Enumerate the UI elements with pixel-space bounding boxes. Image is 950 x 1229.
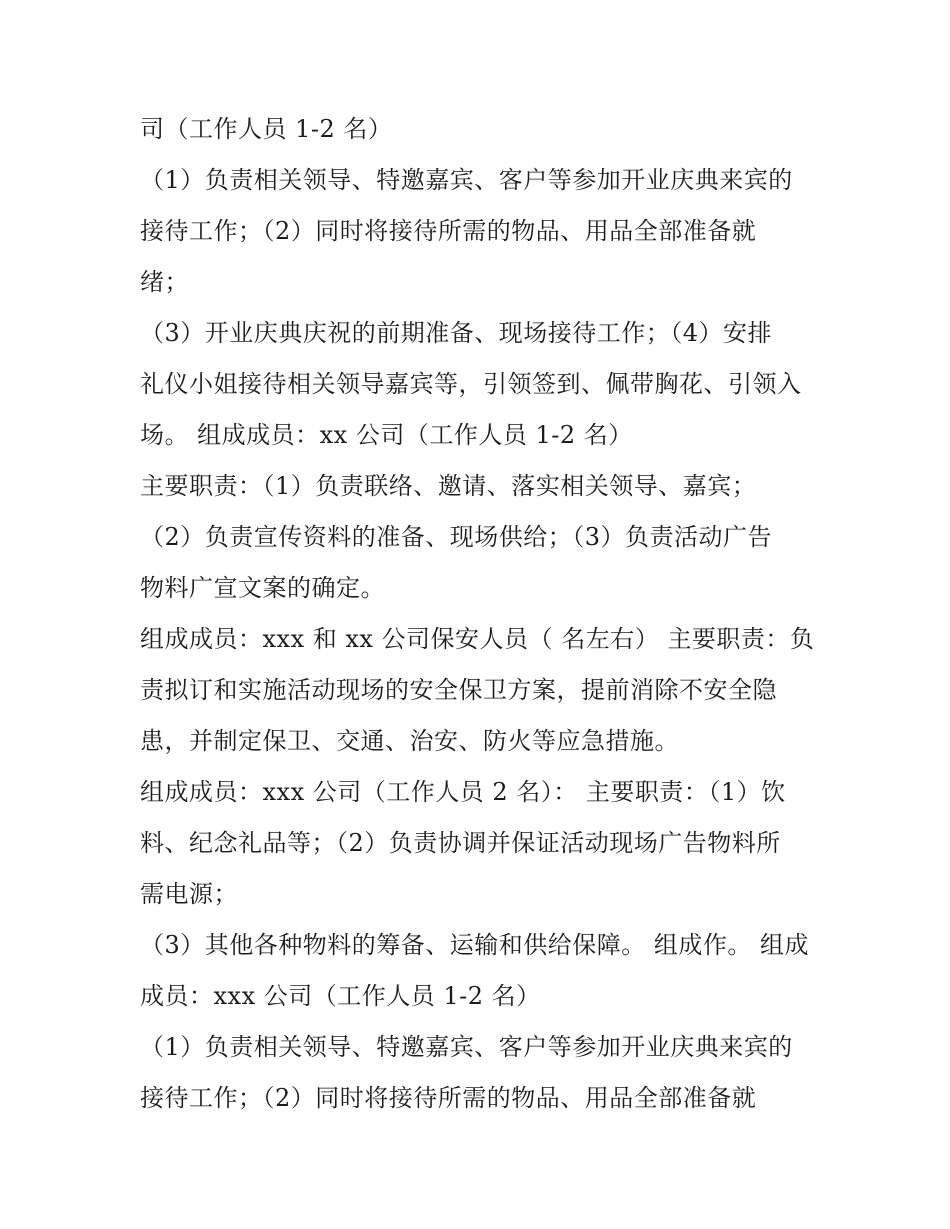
text-line: 主要职责：（1）负责联络、邀请、落实相关领导、嘉宾；: [140, 472, 757, 500]
text-line: 需电源；: [140, 880, 238, 908]
text-line: 接待工作；（2）同时将接待所需的物品、用品全部准备就: [140, 1084, 757, 1112]
text-line: 患，并制定保卫、交通、治安、防火等应急措施。: [140, 727, 679, 755]
text-line: 司（工作人员 1-2 名）: [140, 115, 393, 143]
text-line: 责拟订和实施活动现场的安全保卫方案，提前消除不安全隐: [140, 676, 777, 704]
text-line: 接待工作；（2）同时将接待所需的物品、用品全部准备就: [140, 217, 757, 245]
text-line: 料、纪念礼品等；（2）负责协调并保证活动现场广告物料所: [140, 829, 781, 857]
text-line: （3）开业庆典庆祝的前期准备、现场接待工作；（4）安排: [140, 319, 773, 347]
text-line: 组成成员：xxx 和 xx 公司保安人员（ 名左右） 主要职责：负: [140, 625, 815, 653]
text-line: 绪；: [140, 268, 189, 296]
text-line: 组成成员：xxx 公司（工作人员 2 名）： 主要职责：（1）饮: [140, 778, 786, 806]
text-line: 物料广宣文案的确定。: [140, 574, 385, 602]
text-line: （1）负责相关领导、特邀嘉宾、客户等参加开业庆典来宾的: [140, 166, 793, 194]
text-line: （1）负责相关领导、特邀嘉宾、客户等参加开业庆典来宾的: [140, 1033, 793, 1061]
text-line: （2）负责宣传资料的准备、现场供给；（3）负责活动广告: [140, 523, 773, 551]
text-line: 成员：xxx 公司（工作人员 1-2 名）: [140, 982, 541, 1010]
document-body: [140, 104, 830, 1124]
text-line: （3）其他各种物料的筹备、运输和供给保障。 组成作。 组成: [140, 931, 810, 959]
text-line: 场。 组成成员：xx 公司（工作人员 1-2 名）: [140, 421, 633, 449]
text-line: 礼仪小姐接待相关领导嘉宾等，引领签到、佩带胸花、引领入: [140, 370, 802, 398]
